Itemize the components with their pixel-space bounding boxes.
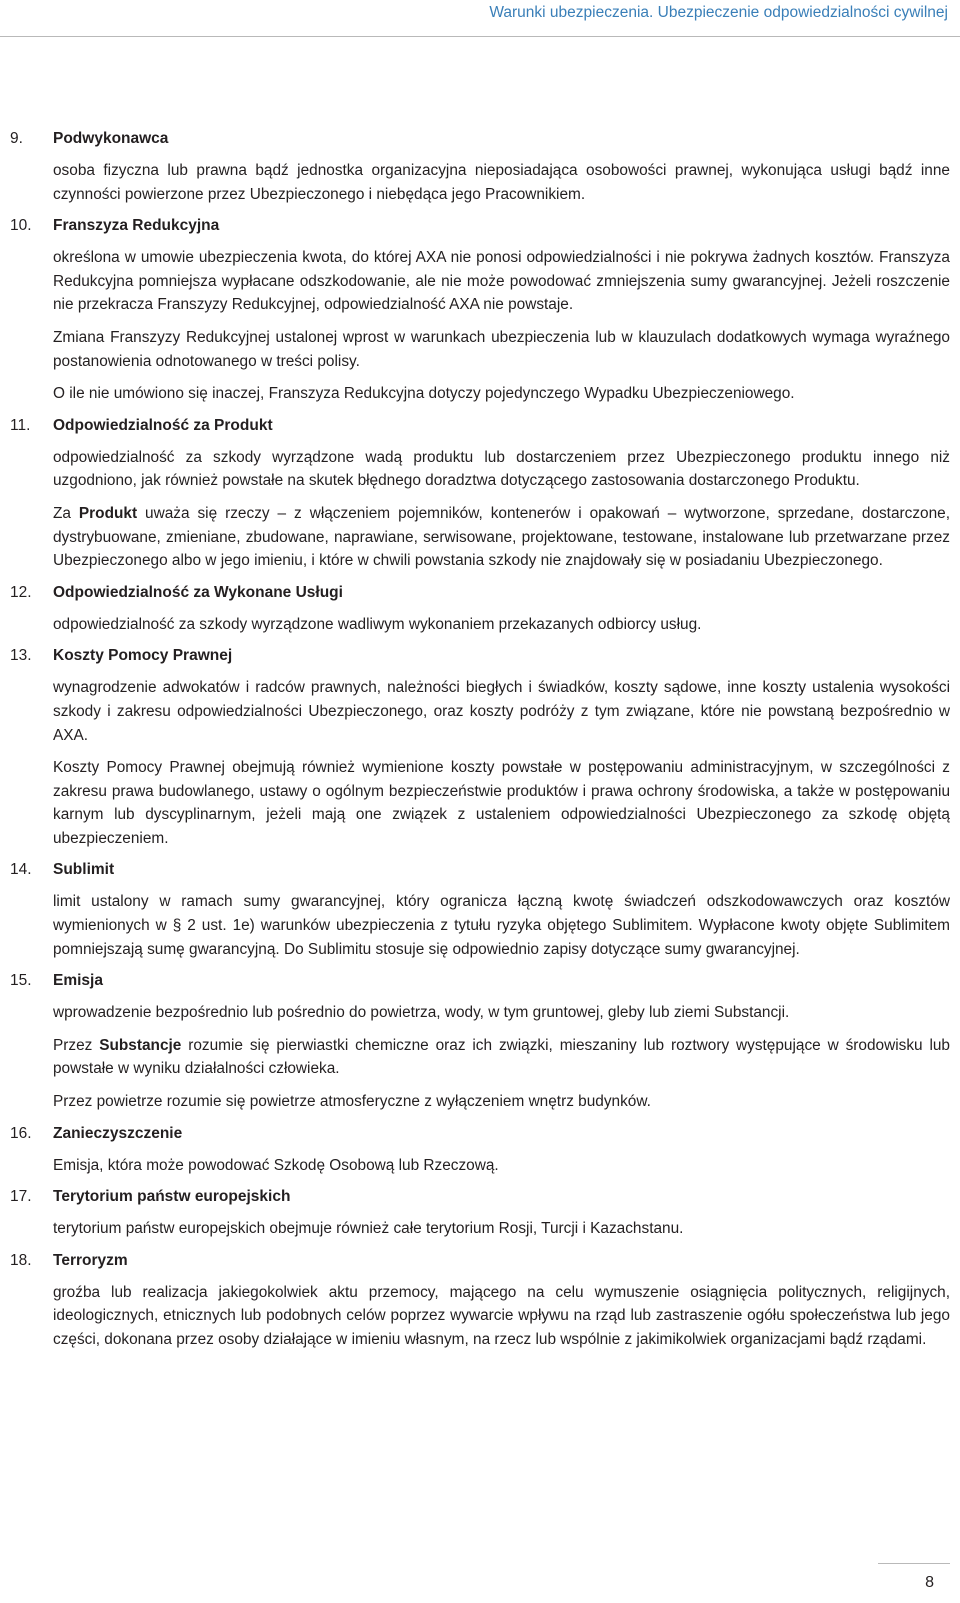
definitions-list	[10, 128, 950, 1361]
definition-heading	[10, 128, 950, 150]
definition-heading	[10, 1186, 950, 1208]
definition-heading	[10, 215, 950, 237]
definition-number: 9.	[10, 130, 23, 147]
text-run: rozumie się pierwiastki chemiczne oraz ich związki, mieszaniny lub roztwory występujące w środowisku lub powstałe w wyniku działalności człowieka.	[53, 1036, 950, 1078]
definition-heading	[10, 582, 950, 604]
page-number: 8	[925, 1574, 934, 1591]
defined-term: Produkt	[78, 504, 138, 522]
definition-item	[10, 970, 950, 1113]
definition-heading	[10, 415, 950, 437]
definition-number: 16.	[10, 1124, 32, 1142]
definition-title: Franszyza Redukcyjna	[53, 217, 220, 235]
definition-heading	[10, 970, 950, 992]
definition-text: odpowiedzialność za szkody wyrządzone wadą produktu lub dostarczeniem przez Ubezpieczonego produktu innego niż uzgodniono, jak również powstałe na skutek błędnego doradztwa dotyczącego zastosowania dostarczonego Produktu.	[53, 448, 950, 490]
definition-text: O ile nie umówiono się inaczej, Franszyza Redukcyjna dotyczy pojedynczego Wypadku Ubezpieczeniowego.	[53, 385, 795, 403]
definition-number: 17.	[10, 1188, 32, 1206]
definition-text: wynagrodzenie adwokatów i radców prawnych, należności biegłych i świadków, koszty sądowe, inne koszty ustalenia wysokości szkody i zakresu odpowiedzialności Ubezpieczonego, oraz koszty podróży z tym związane, które nie powstaną bezpośrednio w AXA.	[53, 679, 950, 744]
definition-text: określona w umowie ubezpieczenia kwota, do której AXA nie ponosi odpowiedzialności i nie pokrywa żadnych kosztów. Franszyza Redukcyjna pomniejsza wypłacane odszkodowanie, ale nie może powodować zmniejszenia sumy gwarancyjnej. Jeżeli roszczenie nie przekracza Franszyzy Redukcyjnej, odpowiedzialność AXA nie powstaje.	[53, 249, 950, 314]
definition-title: Emisja	[53, 972, 103, 990]
definition-heading	[10, 859, 950, 881]
definition-number: 18.	[10, 1251, 32, 1269]
definition-item	[10, 415, 950, 573]
defined-term: Substancje	[99, 1036, 182, 1054]
definition-text: Koszty Pomocy Prawnej obejmują również wymienione koszty powstałe w postępowaniu administracyjnym, w szczególności z zakresu prawa budowlanego, ustawy o ogólnym bezpieczeństwie produktów i prawa ochrony środowiska, a także w postępowaniu karnym lub dyscyplinarnym, jeżeli mają one związek z ustaleniem odpowiedzialności Ubezpieczonego za szkodę objętą ubezpieczeniem.	[53, 759, 950, 847]
definition-title: Zanieczyszczenie	[53, 1124, 183, 1142]
definition-title: Odpowiedzialność za Wykonane Usługi	[53, 583, 343, 601]
definition-number: 15.	[10, 972, 32, 990]
definition-item	[10, 215, 950, 406]
definition-heading	[10, 1250, 950, 1272]
definition-item	[10, 128, 950, 206]
text-run: uważa się rzeczy – z włączeniem pojemników, kontenerów i opakowań – wytworzone, sprzedane, dostarczone, dystrybuowane, zmieniane, zbudowane, naprawiane, serwisowane, projektowane, testowane, instalowane lub przetwarzane przez Ubezpieczonego albo w jego imieniu, i które w chwili powstania szkody nie znajdowały się w posiadaniu Ubezpieczonego.	[53, 504, 950, 570]
definition-item	[10, 645, 950, 850]
text-run: Za	[53, 504, 79, 522]
definition-text: groźba lub realizacja jakiegokolwiek aktu przemocy, mającego na celu wymuszenie osiągnięcia politycznych, religijnych, ideologicznych, etnicznych lub podobnych celów poprzez wywarcie wpływu na rząd lub zastraszenie ogółu społeczeństwa lub jego części, dokonana przez osoby działające w imieniu własnym, na rzecz lub wspólnie z jakimikolwiek organizacjami bądź rządami.	[53, 1283, 950, 1348]
definition-heading	[10, 1123, 950, 1145]
definition-title: Podwykonawca	[53, 130, 169, 147]
running-header: Warunki ubezpieczenia. Ubezpieczenie odpowiedzialności cywilnej	[489, 4, 948, 21]
definition-item	[10, 859, 950, 961]
definition-text	[53, 502, 950, 573]
definition-number: 11.	[10, 416, 31, 434]
definition-text: limit ustalony w ramach sumy gwarancyjnej, który ogranicza łączną kwotę świadczeń odszkodowawczych oraz kosztów wymienionych w § 2 ust. 1e) warunków ubezpieczenia z tytułu ryzyka objętego Sublimitem. Wypłacone kwoty objęte Sublimitem pomniejszają sumę gwarancyjną. Do Sublimitu stosuje się odpowiednio zapisy dotyczące sumy gwarancyjnej.	[53, 893, 950, 958]
definition-number: 12.	[10, 583, 32, 601]
definition-title: Terytorium państw europejskich	[53, 1188, 291, 1206]
definition-text: Przez powietrze rozumie się powietrze atmosferyczne z wyłączeniem wnętrz budynków.	[53, 1093, 651, 1111]
definition-text: terytorium państw europejskich obejmuje również całe terytorium Rosji, Turcji i Kazachstanu.	[53, 1220, 684, 1238]
definition-title: Koszty Pomocy Prawnej	[53, 647, 233, 665]
definition-heading	[10, 645, 950, 667]
definition-text: osoba fizyczna lub prawna bądź jednostka organizacyjna nieposiadająca osobowości prawnej, wykonująca usługi bądź inne czynności powierzone przez Ubezpieczonego i niebędąca jego Pracownikiem.	[53, 162, 950, 203]
definition-item	[10, 1186, 950, 1241]
definition-number: 14.	[10, 861, 32, 879]
definition-text	[53, 1034, 950, 1081]
definition-text: odpowiedzialność za szkody wyrządzone wadliwym wykonaniem przekazanych odbiorcy usług.	[53, 615, 702, 633]
definition-number: 13.	[10, 647, 32, 665]
definition-text: Emisja, która może powodować Szkodę Osobową lub Rzeczową.	[53, 1156, 499, 1174]
definition-text: wprowadzenie bezpośrednio lub pośrednio do powietrza, wody, w tym gruntowej, gleby lub ziemi Substancji.	[53, 1004, 790, 1022]
footer-divider	[878, 1563, 950, 1564]
definition-number: 10.	[10, 217, 32, 235]
definition-text: Zmiana Franszyzy Redukcyjnej ustalonej wprost w warunkach ubezpieczenia lub w klauzulach dodatkowych wymaga wyraźnego postanowienia odnotowanego w treści polisy.	[53, 328, 950, 370]
definition-title: Odpowiedzialność za Produkt	[53, 416, 273, 434]
definition-item	[10, 1250, 950, 1352]
definition-item	[10, 582, 950, 637]
definition-title: Sublimit	[53, 861, 115, 879]
text-run: Przez	[53, 1036, 100, 1054]
header-divider	[0, 36, 960, 37]
definition-title: Terroryzm	[53, 1251, 128, 1269]
definition-item	[10, 1123, 950, 1178]
